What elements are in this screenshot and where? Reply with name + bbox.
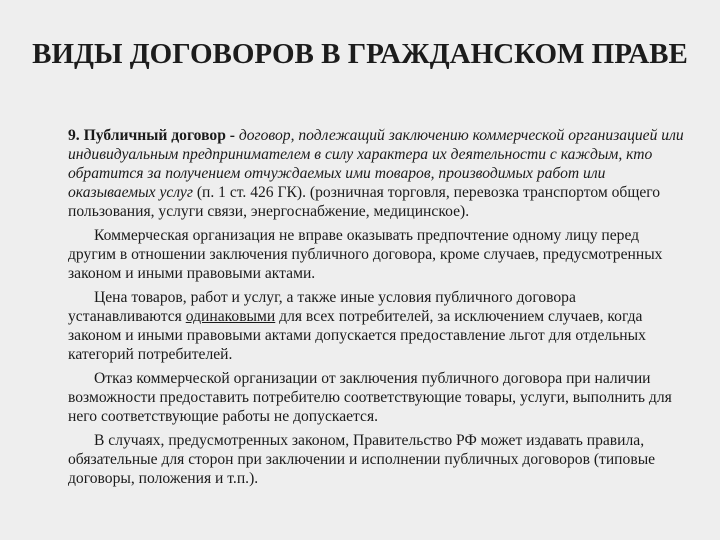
slide-body bbox=[68, 126, 688, 493]
price-text-after: для всех потребителей, за исключением случаев, когда законом и иными правовыми актами допускается предоставление льгот для отдельных категорий потребителей. bbox=[68, 308, 646, 363]
underlined-word: одинаковыми bbox=[185, 308, 276, 325]
paragraph-definition bbox=[68, 126, 688, 221]
paragraph-refusal: Отказ коммерческой организации от заключения публичного договора при наличии возможности предоставить потребителю соответствующие товары, услуги, выполнить для него соответствующие работы не допускается. bbox=[68, 370, 672, 425]
term: Публичный договор - bbox=[83, 127, 235, 144]
definition-text: договор, подлежащий заключению коммерческой организацией или индивидуальным предпринимателем в силу характера их деятельности с каждым, кто обратится за получением отчуждаемых ими товаров, производимых работ или оказываемых услуг bbox=[68, 127, 684, 201]
paragraph-preference: Коммерческая организация не вправе оказывать предпочтение одному лицу перед другим в отношении заключения публичного договора, кроме случаев, предусмотренных законом и иными правовыми актами. bbox=[68, 227, 663, 282]
examples-text: (розничная торговля, перевозка транспортом общего пользования, услуги связи, энергоснабжение, медицинское). bbox=[68, 184, 661, 220]
item-number: 9. bbox=[68, 127, 84, 144]
slide-title: ВИДЫ ДОГОВОРОВ В ГРАЖДАНСКОМ ПРАВЕ bbox=[32, 38, 688, 70]
price-text-before: Цена товаров, работ и услуг, а также иные условия публичного договора устанавливаются bbox=[68, 289, 576, 325]
paragraph-price bbox=[68, 288, 688, 364]
paragraph-government: В случаях, предусмотренных законом, Правительство РФ может издавать правила, обязательные для сторон при заключении и исполнении публичных договоров (типовые договоры, положения и т.п.). bbox=[68, 432, 656, 487]
legal-reference: (п. 1 ст. 426 ГК). bbox=[192, 184, 307, 201]
